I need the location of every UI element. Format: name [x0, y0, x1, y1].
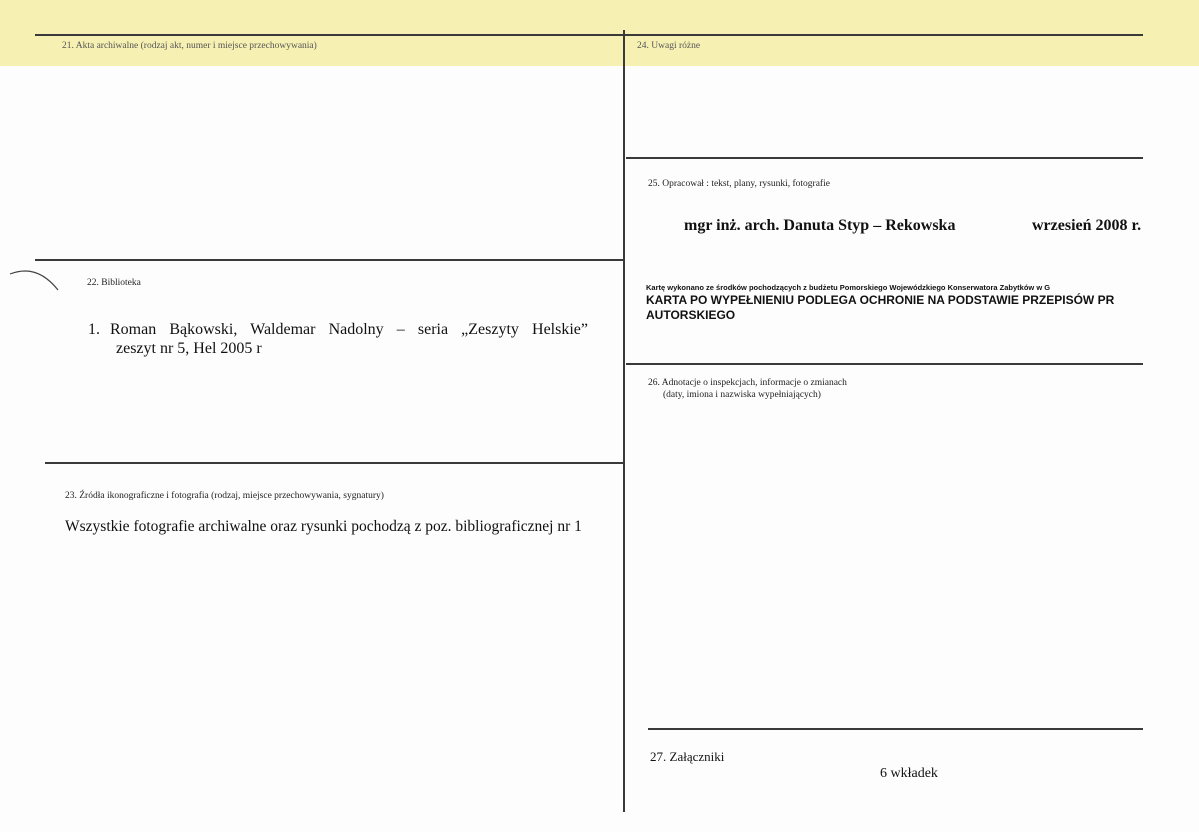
divider-21-22 — [35, 259, 624, 261]
attachments-count: 6 wkładek — [880, 766, 938, 781]
protection-notice-line2: AUTORSKIEGO — [646, 308, 736, 322]
section-22-label: 22. Biblioteka — [87, 278, 141, 288]
bibliography-item-line1: Roman Bąkowski, Waldemar Nadolny – seria „Zeszyty Helskie” — [110, 321, 588, 338]
section-27-label: 27. Załączniki — [650, 749, 725, 764]
center-divider-line — [623, 30, 625, 812]
section-26-label-line1: 26. Adnotacje o inspekcjach, informacje o zmianach — [648, 378, 847, 388]
divider-25-26 — [626, 363, 1143, 365]
top-border-line — [35, 34, 1143, 36]
divider-24-25 — [626, 157, 1143, 159]
scan-curve-mark — [8, 262, 68, 302]
author-name: mgr inż. arch. Danuta Styp – Rekowska — [684, 217, 956, 234]
section-26-label-line2: (daty, imiona i nazwiska wypełniających) — [663, 390, 821, 400]
section-24-label: 24. Uwagi różne — [637, 41, 701, 51]
divider-22-23 — [45, 462, 624, 464]
iconographic-sources-text: Wszystkie fotografie archiwalne oraz rysunki pochodzą z poz. bibliograficznej nr 1 — [65, 518, 582, 535]
bibliography-item-number: 1. — [88, 321, 100, 338]
yellow-highlight-strip — [0, 0, 1199, 66]
section-21-label: 21. Akta archiwalne (rodzaj akt, numer i miejsce przechowywania) — [62, 41, 317, 51]
divider-26-27 — [648, 728, 1143, 730]
protection-notice-line1: KARTA PO WYPEŁNIENIU PODLEGA OCHRONIE NA PODSTAWIE PRZEPISÓW PR — [646, 293, 1115, 307]
funding-note: Kartę wykonano ze środków pochodzących z budżetu Pomorskiego Wojewódzkiego Konserwatora Zabytków w G — [646, 283, 1051, 292]
section-23-label: 23. Źródła ikonograficzne i fotografia (rodzaj, miejsce przechowywania, sygnatury) — [65, 491, 384, 501]
section-25-label: 25. Opracował : tekst, plany, rysunki, fotografie — [648, 179, 830, 189]
author-date: wrzesień 2008 r. — [1032, 217, 1142, 234]
bibliography-item-line2: zeszyt nr 5, Hel 2005 r — [116, 340, 262, 357]
